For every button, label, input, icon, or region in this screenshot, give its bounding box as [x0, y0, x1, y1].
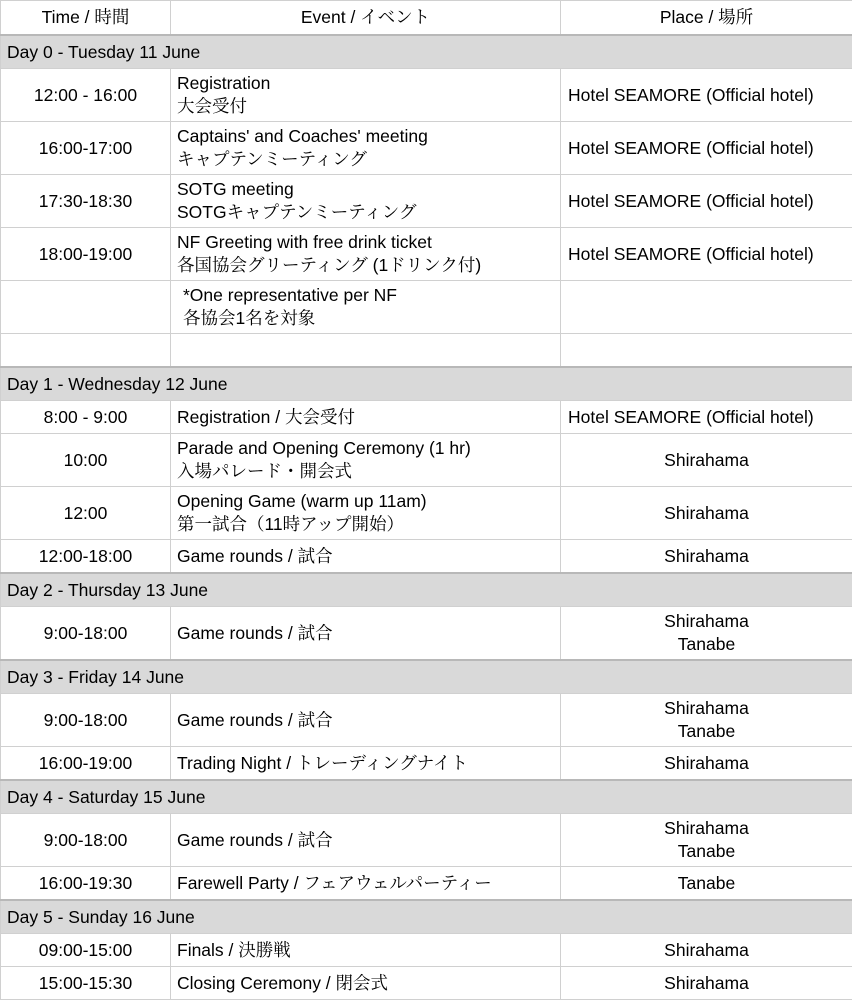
- event-cell: [171, 487, 561, 540]
- event-cell: [171, 934, 561, 967]
- time-text: 09:00-15:00: [38, 939, 133, 960]
- place-cell: [561, 747, 852, 781]
- event-cell: [171, 334, 561, 368]
- time-text: 9:00-18:00: [43, 622, 128, 643]
- place-cell: [561, 967, 852, 1000]
- place-line: Shirahama: [664, 939, 749, 960]
- place-line: Shirahama: [664, 449, 749, 470]
- event-row: [1, 867, 852, 901]
- day-header-place-cell: [561, 573, 852, 607]
- event-row: [1, 487, 852, 540]
- event-row: [1, 814, 852, 867]
- place-line: Shirahama: [664, 818, 749, 838]
- event-line: Closing Ceremony / 閉会式: [177, 972, 389, 993]
- event-row: [1, 694, 852, 747]
- place-cell: [561, 867, 852, 901]
- event-line: Opening Game (warm up 11am): [177, 491, 427, 511]
- time-cell: [1, 867, 171, 901]
- place-cell: [561, 401, 852, 434]
- time-text: 8:00 - 9:00: [43, 406, 128, 427]
- day-header-place-cell: [561, 35, 852, 69]
- place-cell: [561, 694, 852, 747]
- day-header-place-cell: [561, 367, 852, 401]
- day-header-place-cell: [561, 660, 852, 694]
- note-line: 各協会1名を対象: [183, 308, 316, 328]
- event-line: Registration: [177, 73, 271, 93]
- time-text: 9:00-18:00: [43, 709, 128, 730]
- time-text: 9:00-18:00: [43, 829, 128, 850]
- place-cell: [561, 934, 852, 967]
- event-cell: [171, 175, 561, 228]
- place-cell: [561, 434, 852, 487]
- event-cell: [171, 540, 561, 574]
- place-line: Tanabe: [677, 841, 736, 861]
- place-line: Shirahama: [664, 972, 749, 993]
- event-row: [1, 228, 852, 281]
- place-line: Hotel SEAMORE (Official hotel): [568, 190, 814, 211]
- place-cell: [561, 228, 852, 281]
- day-label: Day 3 - Friday 14 June: [1, 660, 561, 694]
- event-cell: [171, 122, 561, 175]
- event-line: キャプテンミーティング: [177, 149, 367, 169]
- time-text: 10:00: [63, 449, 108, 470]
- place-cell: [561, 69, 852, 122]
- event-cell: [171, 814, 561, 867]
- time-text: 16:00-17:00: [38, 137, 133, 158]
- place-cell: [561, 175, 852, 228]
- event-line: 大会受付: [177, 96, 247, 116]
- day-header-row: [1, 35, 852, 69]
- time-cell: [1, 281, 171, 334]
- time-cell: [1, 967, 171, 1000]
- note-line: *One representative per NF: [183, 285, 397, 305]
- event-line: 第一試合（11時アップ開始）: [177, 514, 404, 534]
- event-cell: [171, 401, 561, 434]
- time-text: 16:00-19:00: [38, 752, 133, 773]
- event-row: [1, 401, 852, 434]
- event-cell: [171, 281, 561, 334]
- event-line: Registration / 大会受付: [177, 406, 355, 427]
- place-cell: [561, 540, 852, 574]
- day-header-row: [1, 780, 852, 814]
- day-label: Day 4 - Saturday 15 June: [1, 780, 561, 814]
- time-text: 17:30-18:30: [38, 190, 133, 211]
- day-header-place-cell: [561, 900, 852, 934]
- event-line: SOTG meeting: [177, 179, 294, 199]
- time-cell: [1, 434, 171, 487]
- time-cell: [1, 814, 171, 867]
- event-line: Farewell Party / フェアウェルパーティー: [177, 872, 492, 893]
- time-cell: [1, 401, 171, 434]
- day-label: Day 1 - Wednesday 12 June: [1, 367, 561, 401]
- time-cell: [1, 747, 171, 781]
- place-line: Hotel SEAMORE (Official hotel): [568, 84, 814, 105]
- event-row: [1, 434, 852, 487]
- event-row: [1, 122, 852, 175]
- time-cell: [1, 934, 171, 967]
- day-header-row: [1, 660, 852, 694]
- event-cell: [171, 434, 561, 487]
- event-cell: [171, 867, 561, 901]
- time-cell: [1, 607, 171, 661]
- time-text: 12:00: [63, 502, 108, 523]
- place-line: Tanabe: [677, 721, 736, 741]
- event-line: SOTGキャプテンミーティング: [177, 202, 417, 222]
- time-text: 16:00-19:30: [38, 872, 133, 893]
- time-text: 12:00 - 16:00: [33, 84, 138, 105]
- place-line: Shirahama: [664, 611, 749, 631]
- place-line: Hotel SEAMORE (Official hotel): [568, 243, 814, 264]
- event-line: 各国協会グリーティング (1ドリンク付): [177, 255, 482, 275]
- event-line: NF Greeting with free drink ticket: [177, 232, 432, 252]
- place-cell: [561, 334, 852, 368]
- place-line: Tanabe: [677, 634, 736, 654]
- event-cell: [171, 607, 561, 661]
- time-cell: [1, 487, 171, 540]
- place-line: Hotel SEAMORE (Official hotel): [568, 406, 814, 427]
- place-cell: [561, 122, 852, 175]
- time-cell: [1, 694, 171, 747]
- time-text: 12:00-18:00: [38, 545, 133, 566]
- time-cell: [1, 228, 171, 281]
- event-row: [1, 934, 852, 967]
- time-cell: [1, 122, 171, 175]
- event-cell: [171, 228, 561, 281]
- event-line: Captains' and Coaches' meeting: [177, 126, 428, 146]
- note-row: [1, 281, 852, 334]
- event-line: 入場パレード・開会式: [177, 461, 352, 481]
- day-label: Day 0 - Tuesday 11 June: [1, 35, 561, 69]
- event-cell: [171, 747, 561, 781]
- event-cell: [171, 694, 561, 747]
- event-row: [1, 967, 852, 1000]
- event-row: [1, 540, 852, 574]
- place-cell: [561, 607, 852, 661]
- time-text: 15:00-15:30: [38, 972, 133, 993]
- event-line: Game rounds / 試合: [177, 545, 333, 566]
- place-line: Hotel SEAMORE (Official hotel): [568, 137, 814, 158]
- event-line: Finals / 決勝戦: [177, 939, 291, 960]
- place-line: Shirahama: [664, 752, 749, 773]
- day-label: Day 2 - Thursday 13 June: [1, 573, 561, 607]
- event-line: Parade and Opening Ceremony (1 hr): [177, 438, 471, 458]
- time-text: 18:00-19:00: [38, 243, 133, 264]
- time-cell: [1, 334, 171, 368]
- day-header-place-cell: [561, 780, 852, 814]
- place-line: Shirahama: [664, 698, 749, 718]
- header-time: Time / 時間: [1, 1, 171, 36]
- place-cell: [561, 281, 852, 334]
- day-label: Day 5 - Sunday 16 June: [1, 900, 561, 934]
- header-event: Event / イベント: [171, 1, 561, 36]
- place-line: Tanabe: [677, 872, 736, 893]
- event-row: [1, 747, 852, 781]
- event-line: Trading Night / トレーディングナイト: [177, 752, 469, 773]
- day-header-row: [1, 367, 852, 401]
- schedule-body: [1, 35, 852, 1000]
- time-cell: [1, 540, 171, 574]
- event-cell: [171, 69, 561, 122]
- day-header-row: [1, 900, 852, 934]
- event-cell: [171, 967, 561, 1000]
- place-cell: [561, 814, 852, 867]
- event-row: [1, 607, 852, 661]
- blank-row: [1, 334, 852, 368]
- header-row: [1, 1, 852, 36]
- time-cell: [1, 69, 171, 122]
- event-line: Game rounds / 試合: [177, 829, 333, 850]
- event-line: Game rounds / 試合: [177, 622, 333, 643]
- time-cell: [1, 175, 171, 228]
- header-place: Place / 場所: [561, 1, 852, 36]
- day-header-row: [1, 573, 852, 607]
- place-cell: [561, 487, 852, 540]
- event-row: [1, 69, 852, 122]
- event-row: [1, 175, 852, 228]
- place-line: Shirahama: [664, 502, 749, 523]
- event-line: Game rounds / 試合: [177, 709, 333, 730]
- place-line: Shirahama: [664, 545, 749, 566]
